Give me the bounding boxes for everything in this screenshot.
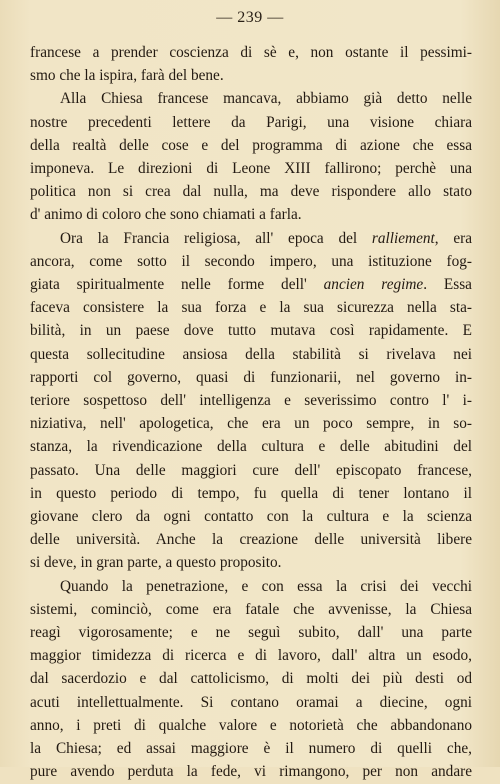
text-line: rapporti col governo, quasi di funzionarii, nel governo in- (30, 368, 472, 386)
text-line: imponeva. Le direzioni di Leone XIII fallirono; perchè una (30, 160, 472, 178)
text-line: Alla Chiesa francese mancava, abbiamo già detto nelle (60, 90, 472, 108)
text-line: niziativa, nell' apologetica, che era un poco sempre, in so- (30, 415, 472, 433)
text-line: anno, i preti di qualche valore e notorietà che abbandonano (30, 716, 472, 734)
text-line: reagì vigorosamente; e ne seguì subito, dall' una parte (30, 624, 472, 642)
paragraph (30, 41, 472, 87)
text-line: francese a prender coscienza di sè e, non ostante il pessimi- (30, 44, 472, 61)
body-text (30, 41, 472, 784)
text-line: la Chiesa; ed assai maggiore è il numero di quelli che, (30, 740, 472, 758)
text-line: faceva consistere la sua forza e la sua sicurezza nella sta- (30, 299, 472, 317)
text-line: giovane clero da ogni contatto con la cultura e la scienza (30, 508, 472, 526)
text-line: acuti intellettualmente. Si contano oramai a diecine, ogni (30, 693, 472, 711)
text-line: si deve, in gran parte, a questo proposito. (30, 554, 282, 572)
text-line: passato. Una delle maggiori cure dell' episcopato francese, (30, 461, 472, 479)
text-line: dal sacerdozio e dal cattolicismo, di molti dei più desti od (30, 670, 472, 688)
text-line: stanza, la rivendicazione della cultura e delle abitudini del (30, 438, 472, 456)
text-line: Ora la Francia religiosa, all' epoca del ralliement, era (60, 229, 472, 247)
text-line: della realtà delle cose e del programma di azione che essa (30, 136, 472, 154)
text-line: politica non si crea dal nulla, ma deve rispondere allo stato (30, 183, 472, 201)
text-line: bilità, in un paese dove tutto mutava così rapidamente. E (30, 322, 472, 340)
page-number: — 239 — (216, 9, 284, 26)
text-line: d' animo di coloro che sono chiamati a farla. (30, 206, 302, 224)
text-line: delle università. Anche la creazione delle università libere (30, 531, 472, 549)
text-line: questa sollecitudine ansiosa della stabilità si rivelava nei (30, 345, 472, 363)
text-line: smo che la ispira, farà del bene. (30, 67, 224, 85)
paragraph (30, 227, 472, 575)
italic-term: ralliement (371, 229, 435, 247)
paragraph (30, 87, 472, 226)
text-line: teriore sospettoso dell' intelligenza e severissimo contro l' i- (30, 392, 472, 410)
text-line: nostre precedenti lettere da Parigi, una visione chiara (30, 113, 472, 131)
italic-term: ancien regime (323, 276, 424, 294)
text-line: maggior timidezza di ricerca e di lavoro, dall' altra un esodo, (30, 647, 472, 665)
text-line: ancora, come sotto il secondo impero, una istituzione fog- (30, 252, 472, 270)
text-line: Quando la penetrazione, e con essa la crisi dei vecchi (60, 577, 472, 595)
text-line: in questo periodo di tempo, fu quella di tener lontano il (30, 484, 472, 502)
text-line: giata spiritualmente nelle forme dell' ancien regime. Essa (30, 276, 472, 294)
paragraph (30, 575, 472, 784)
text-line: pure avendo perduta la fede, vi rimangono, per non andare (30, 763, 472, 781)
text-line: sistemi, cominciò, come era fatale che avvenisse, la Chiesa (30, 600, 472, 618)
